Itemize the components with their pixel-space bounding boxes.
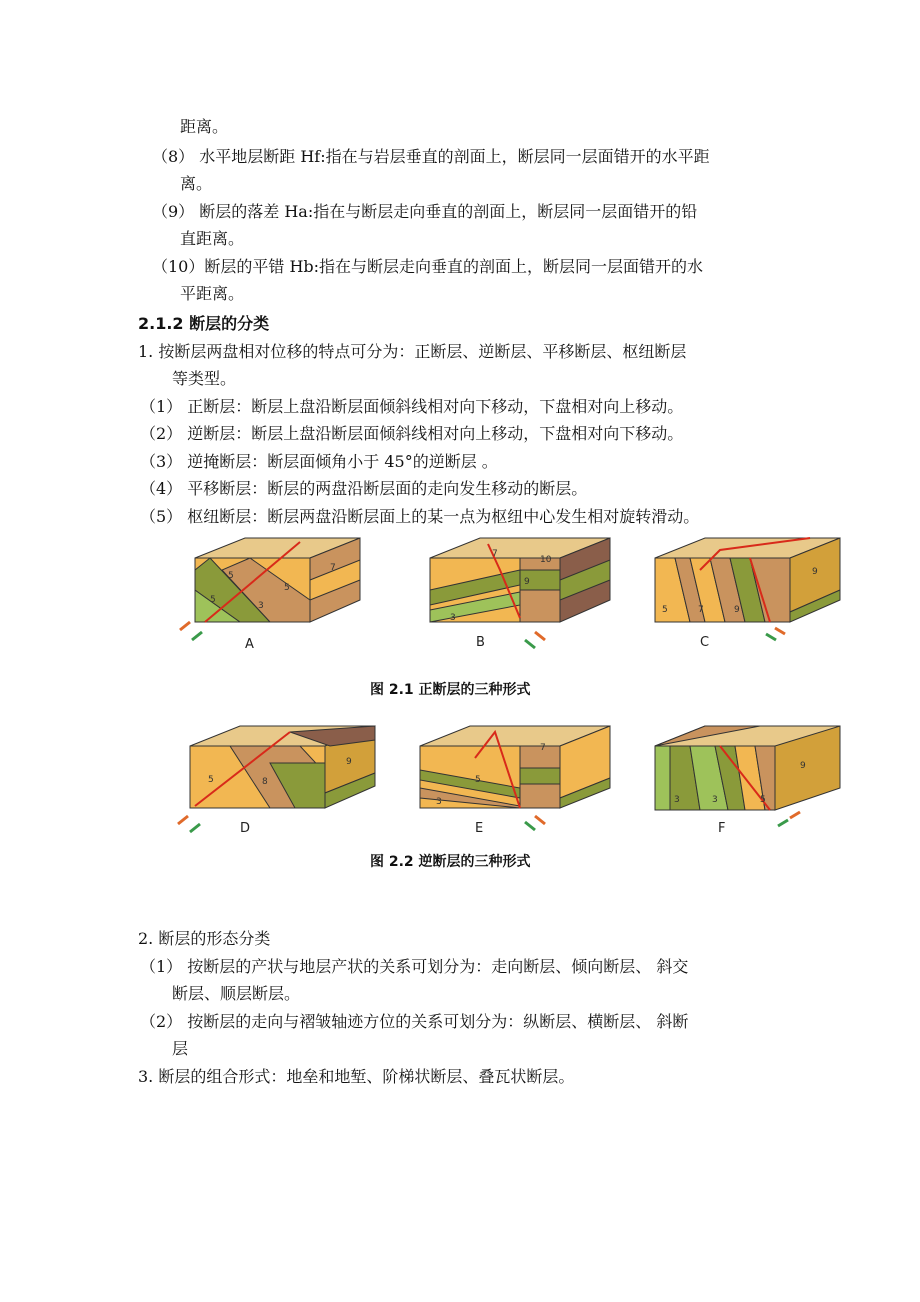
block-c (655, 538, 840, 640)
svg-text:9: 9 (346, 757, 352, 767)
svg-text:5: 5 (284, 583, 290, 593)
block-e (420, 726, 610, 830)
svg-text:7: 7 (540, 743, 546, 753)
svg-text:9: 9 (524, 577, 530, 587)
block-f (655, 726, 840, 826)
svg-text:8: 8 (262, 777, 268, 787)
list1-sub-5: （5） 枢纽断层：断层两盘沿断层面上的某一点为枢纽中心发生相对旋转滑动。 (140, 507, 700, 526)
figure-label-a: A (245, 637, 254, 652)
para-9: （9） 断层的落差 Ha:指在与断层走向垂直的剖面上，断层同一层面错开的铅 (152, 202, 698, 221)
list2-sub-2: （2） 按断层的走向与褶皱轴迹方位的关系可划分为：纵断层、横断层、 斜断 (140, 1012, 689, 1031)
list1-item: 1. 按断层两盘相对位移的特点可分为：正断层、逆断层、平移断层、枢纽断层 (138, 342, 687, 361)
figure-label-d: D (240, 821, 251, 836)
figure-2-1 (0, 530, 920, 660)
block-b (430, 538, 610, 648)
svg-text:5: 5 (228, 571, 234, 581)
figure-2-2 (0, 718, 920, 838)
list1-sub-2: （2） 逆断层：断层上盘沿断层面倾斜线相对向上移动，下盘相对向下移动。 (140, 424, 684, 443)
list1-sub-4: （4） 平移断层：断层的两盘沿断层面的走向发生移动的断层。 (140, 479, 588, 498)
para-8-continuation: 离。 (180, 174, 213, 193)
svg-text:5: 5 (475, 775, 481, 785)
para-9-continuation: 直距离。 (180, 229, 245, 248)
svg-text:7: 7 (492, 549, 498, 559)
list2-item: 2. 断层的形态分类 (138, 929, 271, 948)
svg-text:5: 5 (210, 595, 216, 605)
para-8: （8） 水平地层断距 Hf:指在与岩层垂直的剖面上，断层同一层面错开的水平距 (152, 147, 710, 166)
svg-text:10: 10 (540, 555, 552, 565)
svg-text:3: 3 (712, 795, 718, 805)
section-heading: 2.1.2 断层的分类 (138, 314, 270, 333)
svg-text:3: 3 (436, 797, 442, 807)
svg-text:7: 7 (698, 605, 704, 615)
list1-item-continuation: 等类型。 (172, 369, 237, 388)
figure-label-f: F (718, 821, 726, 836)
para-10: （10）断层的平错 Hb:指在与断层走向垂直的剖面上，断层同一层面错开的水 (152, 257, 704, 276)
svg-text:9: 9 (800, 761, 806, 771)
figure-2-1-caption: 图 2.1 正断层的三种形式 (370, 682, 531, 698)
figure-label-c: C (700, 635, 710, 650)
svg-text:5: 5 (760, 795, 766, 805)
list2-sub-1-continuation: 断层、顺层断层。 (172, 984, 301, 1003)
svg-text:5: 5 (208, 775, 214, 785)
svg-text:7: 7 (330, 563, 336, 573)
para-10-continuation: 平距离。 (180, 284, 245, 303)
block-a (180, 538, 360, 640)
list2-sub-2-continuation: 层 (172, 1039, 189, 1058)
svg-text:9: 9 (734, 605, 740, 615)
figure-label-e: E (475, 821, 484, 836)
svg-text:3: 3 (674, 795, 680, 805)
svg-text:9: 9 (812, 567, 818, 577)
figure-2-2-caption: 图 2.2 逆断层的三种形式 (370, 854, 531, 870)
svg-text:3: 3 (450, 613, 456, 623)
list3-item: 3. 断层的组合形式：地垒和地堑、阶梯状断层、叠瓦状断层。 (138, 1067, 575, 1086)
para-7-continuation: 距离。 (180, 117, 229, 136)
figure-label-b: B (476, 635, 485, 650)
list1-sub-1: （1） 正断层：断层上盘沿断层面倾斜线相对向下移动，下盘相对向上移动。 (140, 397, 684, 416)
svg-text:5: 5 (662, 605, 668, 615)
list2-sub-1: （1） 按断层的产状与地层产状的关系可划分为：走向断层、倾向断层、 斜交 (140, 957, 689, 976)
block-d (178, 726, 375, 832)
svg-text:3: 3 (258, 601, 264, 611)
list1-sub-3: （3） 逆掩断层：断层面倾角小于 45°的逆断层 。 (140, 452, 498, 471)
